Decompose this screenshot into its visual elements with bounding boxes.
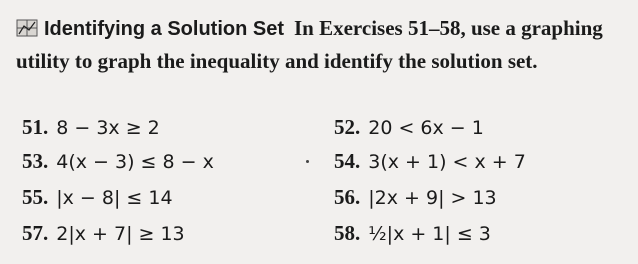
- exercise-expression: ½|x + 1| ≤ 3: [368, 223, 491, 245]
- instructions-text: In Exercises 51–58, use a graphing utility to graph the inequality and identify the solution set.: [16, 16, 603, 73]
- exercise-header: [16, 12, 626, 77]
- exercise-expression: |x − 8| ≤ 14: [56, 187, 173, 209]
- exercise-expression: 8 − 3x ≥ 2: [56, 117, 160, 139]
- exercise-52: [334, 112, 484, 142]
- exercise-number: 56.: [334, 185, 361, 209]
- exercise-expression: 20 < 6x − 1: [368, 117, 484, 139]
- exercise-57: [22, 218, 185, 248]
- exercise-number: 52.: [334, 115, 361, 139]
- exercise-expression: 2|x + 7| ≥ 13: [56, 223, 185, 245]
- exercise-number: 53.: [22, 149, 49, 173]
- exercise-number: 55.: [22, 185, 49, 209]
- exercise-number: 51.: [22, 115, 49, 139]
- exercise-53: [22, 146, 214, 176]
- exercise-expression: |2x + 9| > 13: [368, 187, 497, 209]
- exercise-58: [334, 218, 491, 248]
- exercise-number: 57.: [22, 221, 49, 245]
- stray-dot: [306, 160, 309, 163]
- exercise-51: [22, 112, 160, 142]
- exercise-number: 58.: [334, 221, 361, 245]
- exercise-56: [334, 182, 497, 212]
- exercise-54: [334, 146, 526, 176]
- section-title: Identifying a Solution Set: [44, 18, 284, 40]
- exercise-55: [22, 182, 173, 212]
- exercise-expression: 3(x + 1) < x + 7: [368, 151, 526, 173]
- exercise-number: 54.: [334, 149, 361, 173]
- graphing-calculator-icon: [16, 19, 38, 37]
- exercise-expression: 4(x − 3) ≤ 8 − x: [56, 151, 214, 173]
